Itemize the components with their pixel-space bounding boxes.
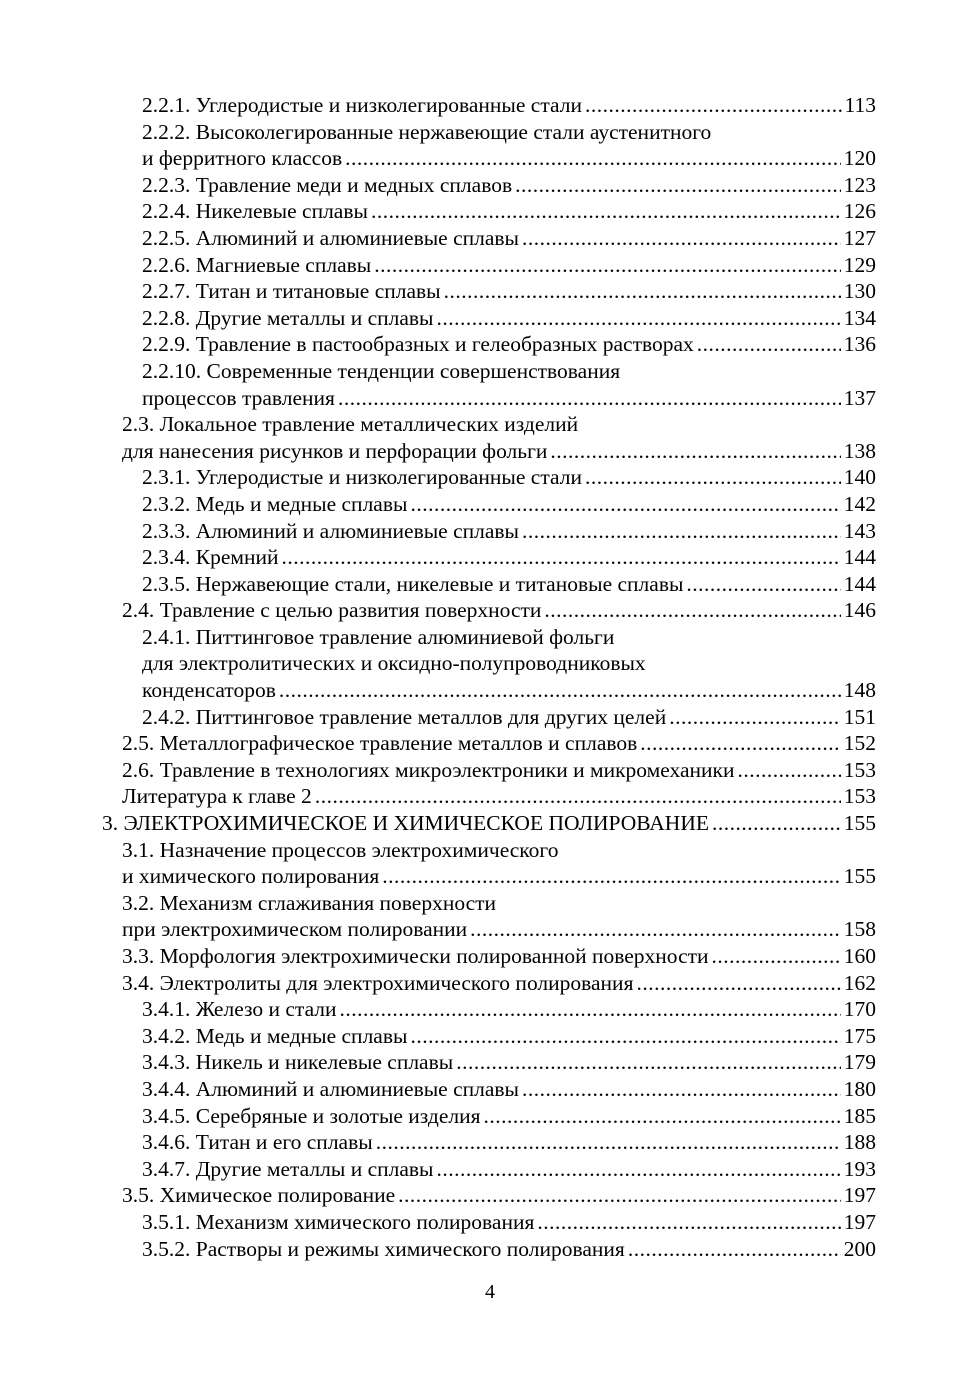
toc-entry [0,92,980,119]
toc-entry-title: для электролитических и оксидно-полупроводниковых [142,651,646,676]
toc-entry-title: 2.2.6. Магниевые сплавы [142,252,372,277]
dot-leader [410,1023,840,1050]
toc-entry [0,491,980,518]
toc-entry-title: 2.4. Травление с целью развития поверхности [122,598,542,623]
toc-entry-line [122,730,876,757]
dot-leader [444,278,841,305]
toc-entry [0,198,980,225]
toc-entry [0,278,980,305]
toc-entry [0,1156,980,1183]
dot-leader [345,145,841,172]
toc-entry-page: 155 [843,864,876,889]
toc-entry-title: 2.4.1. Питтинговое травление алюминиевой фольги [142,624,615,649]
toc-entry [0,464,980,491]
toc-entry-line [142,1156,876,1183]
toc-entry [0,783,980,810]
toc-entry-line [122,863,876,890]
dot-leader [340,996,841,1023]
toc-entry [0,970,980,997]
toc-entry-title: 3.4.7. Другие металлы и сплавы [142,1156,434,1181]
toc-entry-title: 3.4. Электролиты для электрохимического полирования [122,970,634,995]
toc-entry-page: 158 [843,917,876,942]
dot-leader [371,198,841,225]
dot-leader [712,943,841,970]
toc-entry-page: 144 [843,545,876,570]
dot-leader [686,571,840,598]
page-number: 4 [485,1281,495,1303]
dot-leader [315,783,841,810]
toc-entry-line [102,810,876,837]
toc-entry-line [122,438,876,465]
toc-entry-title: 2.3.4. Кремний [142,545,279,570]
toc-entry-title: 2.3.5. Нержавеющие стали, никелевые и титановые сплавы [142,571,684,596]
toc-entry-title: 2.2.2. Высоколегированные нержавеющие стали аустенитного [142,119,712,144]
toc-entry [0,358,980,385]
toc-entry-line [142,1049,876,1076]
toc-entry-line [142,571,876,598]
toc-entry-page: 151 [843,704,876,729]
toc-entry-line [142,1129,876,1156]
toc-entry [0,1209,980,1236]
toc-entry-title: 2.2.4. Никелевые сплавы [142,199,368,224]
dot-leader [279,677,841,704]
toc-entry [0,1103,980,1130]
toc-entry-title: 2.3.1. Углеродистые и низколегированные стали [142,465,582,490]
toc-entry [0,1182,980,1209]
toc-entry [0,252,980,279]
toc-entry [0,704,980,731]
toc-entry [0,1236,980,1263]
toc-entry-page: 160 [843,944,876,968]
toc-entry [0,677,980,704]
toc-entry-title: 3.4.3. Никель и никелевые сплавы [142,1050,454,1075]
toc-entry-line [142,225,876,252]
toc-entry-line [142,1236,876,1263]
toc-entry-title: 3.5. Химическое полирование [122,1183,396,1208]
dot-leader [282,544,841,571]
toc-entry-title: 2.2.1. Углеродистые и низколегированные стали [142,93,582,117]
toc-entry-line [142,305,876,332]
dot-leader [640,730,840,757]
toc-entry-title: 3. ЭЛЕКТРОХИМИЧЕСКОЕ И ХИМИЧЕСКОЕ ПОЛИРОВАНИЕ [102,811,709,836]
toc-entry [0,650,980,677]
toc-entry [0,1049,980,1076]
toc-entry-title: Литература к главе 2 [122,784,312,809]
toc-entry-title: 2.2.9. Травление в пастообразных и гелеобразных растворах [142,332,694,357]
toc-entry-title: 2.6. Травление в технологиях микроэлектроники и микромеханики [122,757,735,782]
toc-entry [0,305,980,332]
toc-entry-title: 2.2.8. Другие металлы и сплавы [142,305,434,330]
toc-entry [0,916,980,943]
toc-entry [0,757,980,784]
toc-entry-page: 143 [843,518,876,543]
toc-entry-title: при электрохимическом полировании [122,917,468,942]
toc-entry-title: 3.4.1. Железо и стали [142,997,337,1022]
toc-entry-title: 2.2.3. Травление меди и медных сплавов [142,172,513,197]
dot-leader [669,704,841,731]
toc-entry-line [142,252,876,279]
toc-entry-line [142,491,876,518]
dot-leader [382,863,841,890]
dot-leader [585,464,841,491]
toc-entry [0,1076,980,1103]
toc-entry-page: 136 [843,332,876,357]
toc-entry [0,411,980,438]
toc-entry [0,172,980,199]
toc-entry-title: 3.3. Морфология электрохимически полированной поверхности [122,944,709,968]
toc-entry-page: 138 [843,438,876,463]
toc-entry-title: и химического полирования [122,864,380,889]
toc-entry [0,145,980,172]
dot-leader [737,757,840,784]
toc-entry-page: 175 [843,1023,876,1048]
toc-entry-line [142,278,876,305]
toc-entry-line [142,331,876,358]
toc-entry [0,996,980,1023]
toc-entry [0,730,980,757]
dot-leader [585,92,842,119]
dot-leader [437,305,841,332]
toc-entry [0,597,980,624]
toc-entry-page: 188 [843,1130,876,1155]
toc-entry [0,1023,980,1050]
toc-entry-page: 180 [843,1076,876,1101]
toc-entry-page: 179 [843,1050,876,1075]
toc-entry-title: 2.4.2. Питтинговое травление металлов для других целей [142,704,667,729]
toc-entry-line [142,704,876,731]
toc-entry [0,863,980,890]
dot-leader [515,172,841,199]
toc-entry-page: 197 [843,1209,876,1234]
toc-entry-line [142,464,876,491]
dot-leader [398,1182,841,1209]
toc-entry-line [142,198,876,225]
toc-entry [0,890,980,917]
dot-leader [376,1129,841,1156]
toc-entry-line [142,1209,876,1236]
dot-leader [437,1156,841,1183]
toc-entry-line [142,677,876,704]
toc-entry [0,624,980,651]
toc-entry-page: 130 [843,279,876,304]
toc-entry-page: 113 [844,93,876,117]
toc-entry-title: 2.3.2. Медь и медные сплавы [142,491,408,516]
toc-entry-title: 3.1. Назначение процессов электрохимического [122,837,559,862]
toc-entry-page: 127 [843,225,876,250]
dot-leader [338,385,841,412]
toc-entry-line [122,783,876,810]
toc-entry [0,438,980,465]
toc-entry-page: 200 [843,1236,876,1261]
toc-entry [0,331,980,358]
toc-entry-page: 140 [843,465,876,490]
dot-leader [628,1236,841,1263]
toc-entry [0,810,980,837]
dot-leader [697,331,841,358]
toc-entry-line [122,916,876,943]
dot-leader [636,970,840,997]
toc-entry-line [142,1023,876,1050]
toc-entry-line [122,1182,876,1209]
dot-leader [522,1076,841,1103]
toc-entry-page: 144 [843,571,876,596]
toc-entry-page: 185 [843,1103,876,1128]
toc-entry-page: 129 [843,252,876,277]
toc-entry-page: 153 [843,757,876,782]
dot-leader [456,1049,841,1076]
toc-entry-line [142,996,876,1023]
toc-entry-line [142,92,876,119]
toc-entry-title: 2.2.7. Титан и титановые сплавы [142,279,441,304]
toc-entry-line [142,518,876,545]
toc-entry-title: 3.4.4. Алюминий и алюминиевые сплавы [142,1076,520,1101]
toc-entry-line [142,544,876,571]
dot-leader [522,225,841,252]
toc-entry-title: конденсаторов [142,678,276,703]
toc-entry-line [142,145,876,172]
toc-entry-page: 153 [843,784,876,809]
toc-entry-page: 137 [843,385,876,410]
toc-entry [0,225,980,252]
toc-entry-title: 3.4.2. Медь и медные сплавы [142,1023,408,1048]
toc-entry-title: 2.2.10. Современные тенденции совершенствования [142,358,621,383]
toc-entry-line [122,757,876,784]
dot-leader [374,252,841,279]
toc-entry-page: 162 [843,970,876,995]
toc-entry-title: 3.5.1. Механизм химического полирования [142,1209,535,1234]
toc-entry [0,518,980,545]
toc-entry [0,837,980,864]
dot-leader [410,491,840,518]
toc-entry-page: 170 [843,997,876,1022]
toc-entry-title: процессов травления [142,385,335,410]
toc-entry-line [142,1103,876,1130]
toc-entry-title: 2.5. Металлографическое травление металлов и сплавов [122,731,638,756]
toc-entry-page: 126 [843,199,876,224]
toc-entry [0,943,980,970]
toc-entry [0,385,980,412]
toc-entry-page: 146 [843,598,876,623]
toc-entry-title: 3.4.6. Титан и его сплавы [142,1130,373,1155]
toc-entry-page: 155 [843,811,876,836]
toc-entry-page: 123 [843,172,876,197]
toc-entry-page: 152 [843,731,876,756]
toc-entry-line [142,385,876,412]
toc-entry-title: 3.2. Механизм сглаживания поверхности [122,890,497,915]
toc-entry-title: и ферритного классов [142,146,343,171]
toc-entry-title: для нанесения рисунков и перфорации фольги [122,438,548,463]
toc-entry-title: 3.4.5. Серебряные и золотые изделия [142,1103,481,1128]
toc-entry-title: 3.5.2. Растворы и режимы химического полирования [142,1236,625,1261]
toc-entry-title: 2.2.5. Алюминий и алюминиевые сплавы [142,225,520,250]
toc-entry [0,571,980,598]
table-of-contents [0,92,980,1262]
toc-entry-page: 148 [843,678,876,703]
dot-leader [470,916,841,943]
toc-entry-title: 2.3.3. Алюминий и алюминиевые сплавы [142,518,520,543]
toc-entry-title: 2.3. Локальное травление металлических изделий [122,412,579,437]
toc-entry-page: 120 [843,146,876,171]
toc-entry-page: 193 [843,1156,876,1181]
toc-entry-line [122,970,876,997]
toc-entry-line [142,172,876,199]
dot-leader [484,1103,841,1130]
toc-entry [0,1129,980,1156]
toc-entry-page: 134 [843,305,876,330]
dot-leader [544,597,840,624]
toc-entry-line [122,943,876,970]
toc-entry [0,119,980,146]
dot-leader [712,810,841,837]
toc-entry-line [122,597,876,624]
dot-leader [537,1209,840,1236]
dot-leader [522,518,841,545]
toc-entry [0,544,980,571]
toc-entry-page: 142 [843,491,876,516]
toc-entry-page: 197 [843,1183,876,1208]
dot-leader [550,438,840,465]
toc-entry-line [142,1076,876,1103]
